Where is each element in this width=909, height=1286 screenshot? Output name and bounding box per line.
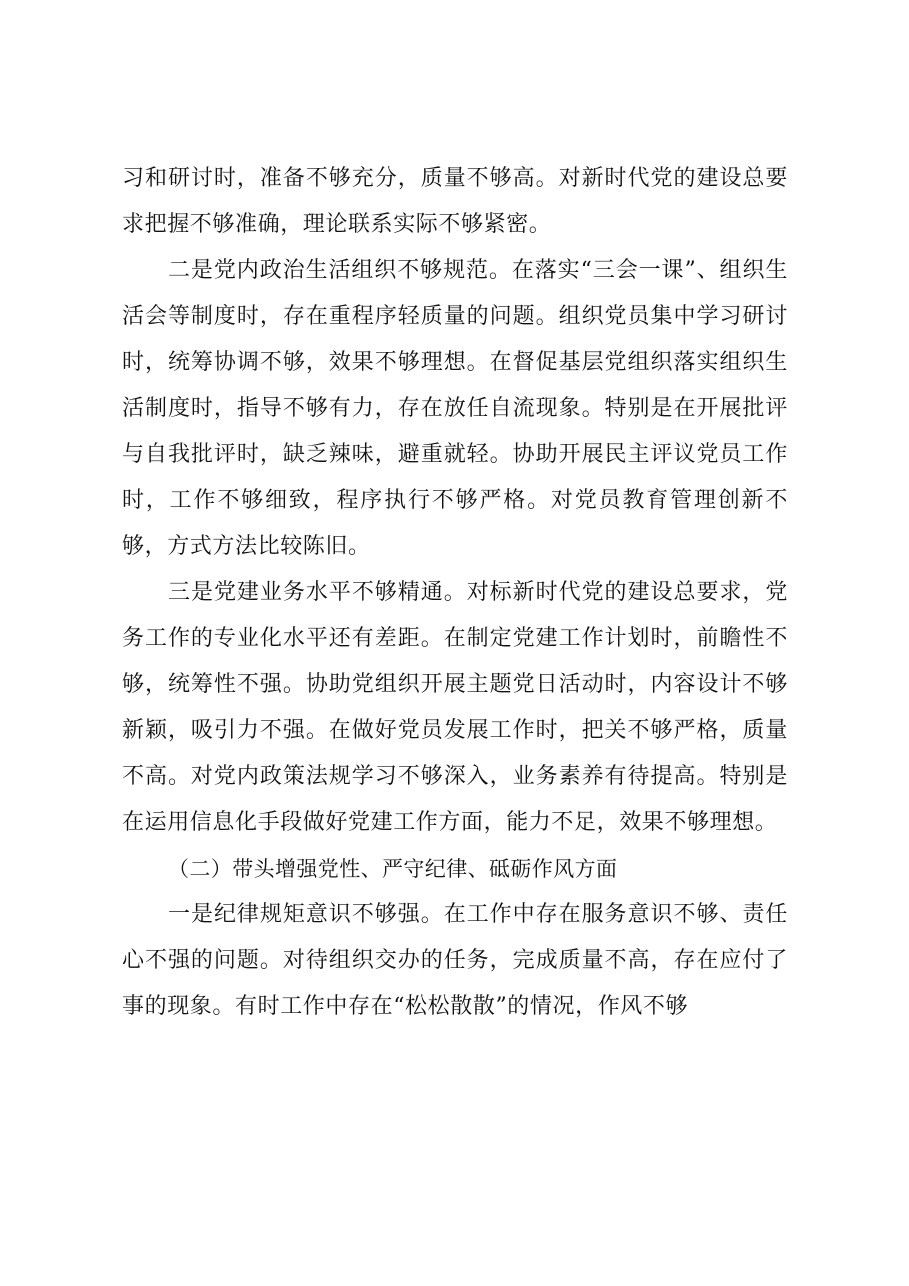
paragraph-continuation: 习和研讨时，准备不够充分，质量不够高。对新时代党的建设总要求把握不够准确，理论联系实际不够紧密。 xyxy=(122,166,788,237)
document-body xyxy=(122,156,788,1030)
paragraph-point-three: 三是党建业务水平不够精通。对标新时代党的建设总要求，党务工作的专业化水平还有差距。在制定党建工作计划时，前瞻性不够，统筹性不强。协助党组织开展主题党日活动时，内容设计不够新颖，吸引力不强。在做好党员发展工作时，把关不够严格，质量不高。对党内政策法规学习不够深入，业务素养有待提高。特别是在运用信息化手段做好党建工作方面，能力不足，效果不够理想。 xyxy=(122,580,788,835)
section-heading: （二）带头增强党性、严守纪律、砥砺作风方面 xyxy=(168,857,618,881)
paragraph-point-two: 二是党内政治生活组织不够规范。在落实“三会一课”、组织生活会等制度时，存在重程序轻质量的问题。组织党员集中学习研讨时，统筹协调不够，效果不够理想。在督促基层党组织落实组织生活制度时，指导不够有力，存在放任自流现象。特别是在开展批评与自我批评时，缺乏辣味，避重就轻。协助开展民主评议党员工作时，工作不够细致，程序执行不够严格。对党员教育管理创新不够，方式方法比较陈旧。 xyxy=(122,258,788,559)
paragraph-point-one: 一是纪律规矩意识不够强。在工作中存在服务意识不够、责任心不强的问题。对待组织交办的任务，完成质量不高，存在应付了事的现象。有时工作中存在“松松散散”的情况，作风不够 xyxy=(122,902,788,1019)
